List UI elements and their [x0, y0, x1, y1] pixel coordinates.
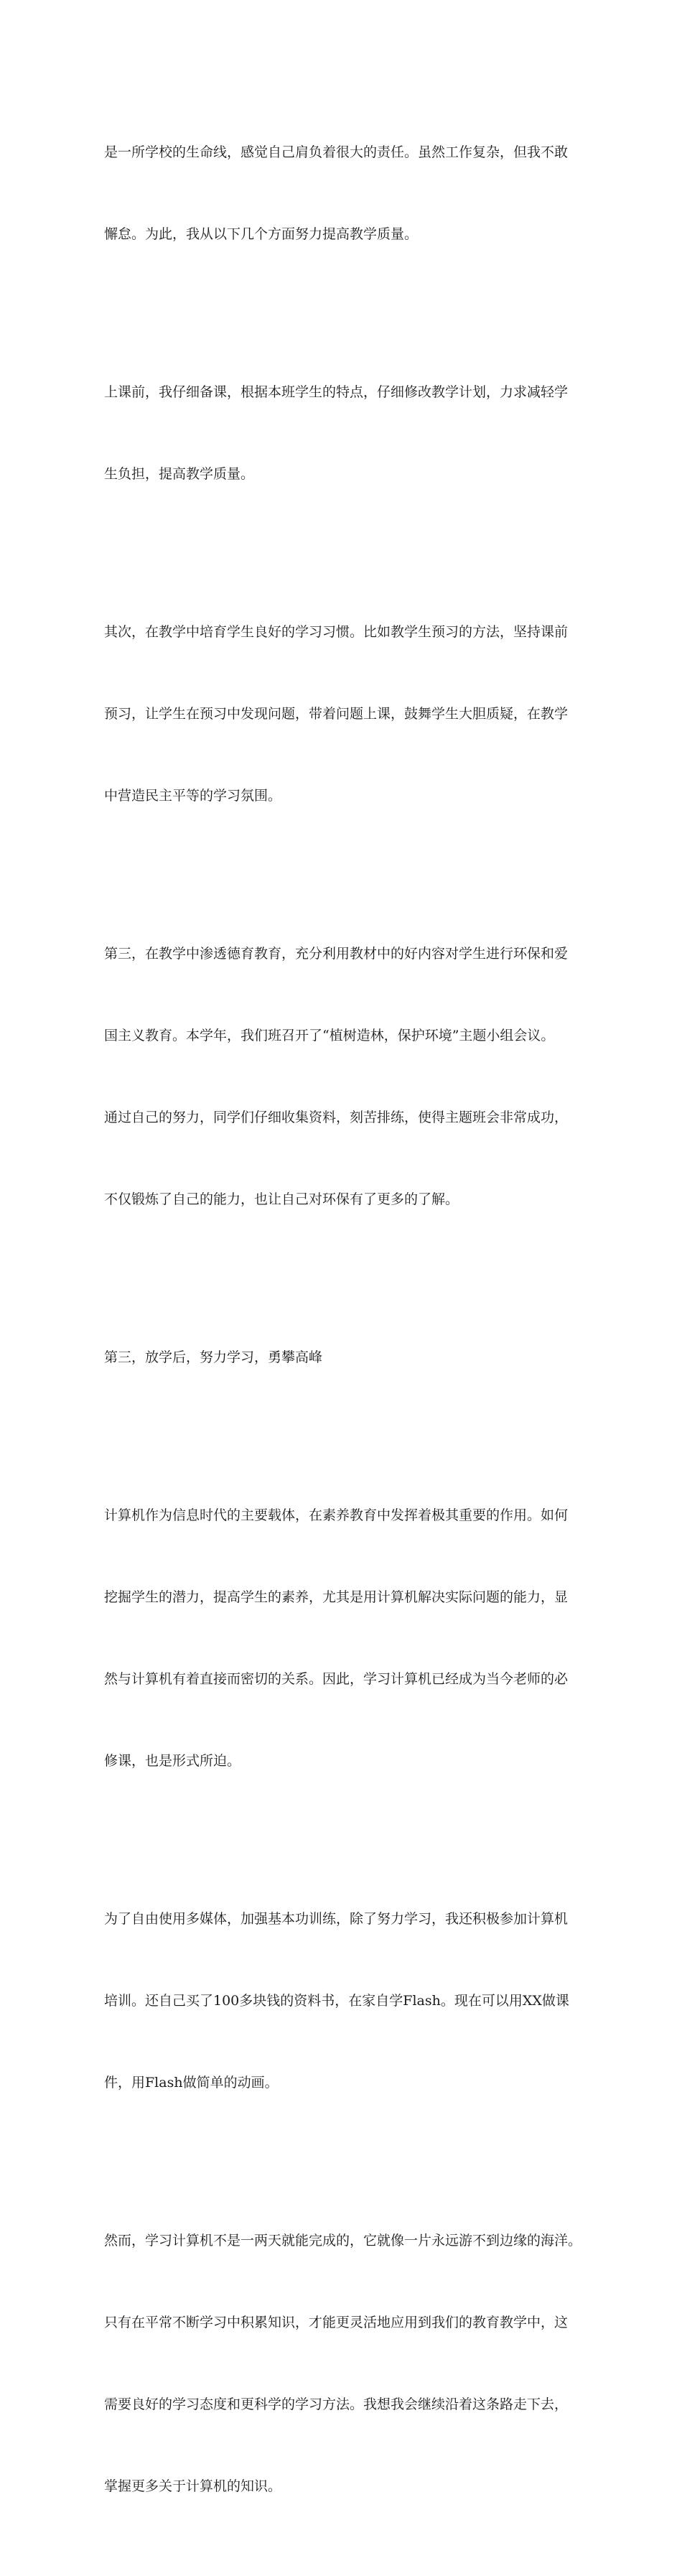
paragraph-6 [104, 1447, 585, 1829]
section-heading [104, 1289, 585, 1426]
paragraph-3 [104, 564, 585, 864]
paragraph-line: 中营造民主平等的学习氛围。 [104, 788, 282, 804]
paragraph-line: 培训。还自己买了100多块钱的资料书，在家自学Flash。现在可以用XX做课 [104, 1993, 569, 2009]
paragraph-line: 然与计算机有着直接而密切的关系。因此，学习计算机已经成为当今老师的必 [104, 1671, 569, 1687]
paragraph-2 [104, 324, 585, 542]
paragraph-line: 然而，学习计算机不是一两天就能完成的，它就像一片永远游不到边缘的海洋。 [104, 2233, 582, 2249]
paragraph-line: 懈怠。为此，我从以下几个方面努力提高教学质量。 [104, 226, 419, 242]
paragraph-line: 生负担，提高教学质量。 [104, 466, 255, 482]
paragraph-line: 修课，也是形式所迫。 [104, 1753, 241, 1769]
paragraph-line: 件，用Flash做简单的动画。 [104, 2075, 279, 2091]
paragraph-line: 预习，让学生在预习中发现问题，带着问题上课，鼓舞学生大胆质疑，在教学 [104, 706, 569, 722]
paragraph-line: 计算机作为信息时代的主要载体，在素养教育中发挥着极其重要的作用。如何 [104, 1507, 569, 1523]
paragraph-line: 通过自己的努力，同学们仔细收集资料，刻苦排练，使得主题班会非常成功， [104, 1110, 569, 1125]
paragraph-line: 第三，在教学中渗透德育教育，充分利用教材中的好内容对学生进行环保和爱 [104, 946, 569, 962]
paragraph-1 [104, 84, 585, 302]
paragraph-line: 为了自由使用多媒体，加强基本功训练，除了努力学习，我还积极参加计算机 [104, 1911, 569, 1927]
paragraph-line: 只有在平常不断学习中积累知识，才能更灵活地应用到我们的教育教学中，这 [104, 2315, 569, 2330]
paragraph-line: 国主义教育。本学年，我们班召开了“植树造林，保护环境”主题小组会议。 [104, 1028, 555, 1043]
paragraph-line: 上课前，我仔细备课，根据本班学生的特点，仔细修改教学计划，力求减轻学 [104, 384, 569, 400]
paragraph-line: 其次，在教学中培育学生良好的学习习惯。比如教学生预习的方法，坚持课前 [104, 624, 569, 640]
paragraph-line: 需要良好的学习态度和更科学的学习方法。我想我会继续沿着这条路走下去， [104, 2396, 569, 2412]
paragraph-line: 是一所学校的生命线，感觉自己肩负着很大的责任。虽然工作复杂，但我不敢 [104, 144, 569, 160]
paragraph-line: 掌握更多关于计算机的知识。 [104, 2478, 282, 2494]
paragraph-4 [104, 885, 585, 1268]
paragraph-line: 挖掘学生的潜力，提高学生的素养，尤其是用计算机解决实际问题的能力，显 [104, 1589, 569, 1605]
paragraph-line: 第三，放学后，努力学习，勇攀高峰 [104, 1349, 323, 1365]
paragraph-7 [104, 1851, 585, 2151]
document-body [104, 84, 585, 2576]
paragraph-8 [104, 2172, 585, 2554]
paragraph-line: 不仅锻炼了自己的能力，也让自己对环保有了更多的了解。 [104, 1191, 459, 1207]
